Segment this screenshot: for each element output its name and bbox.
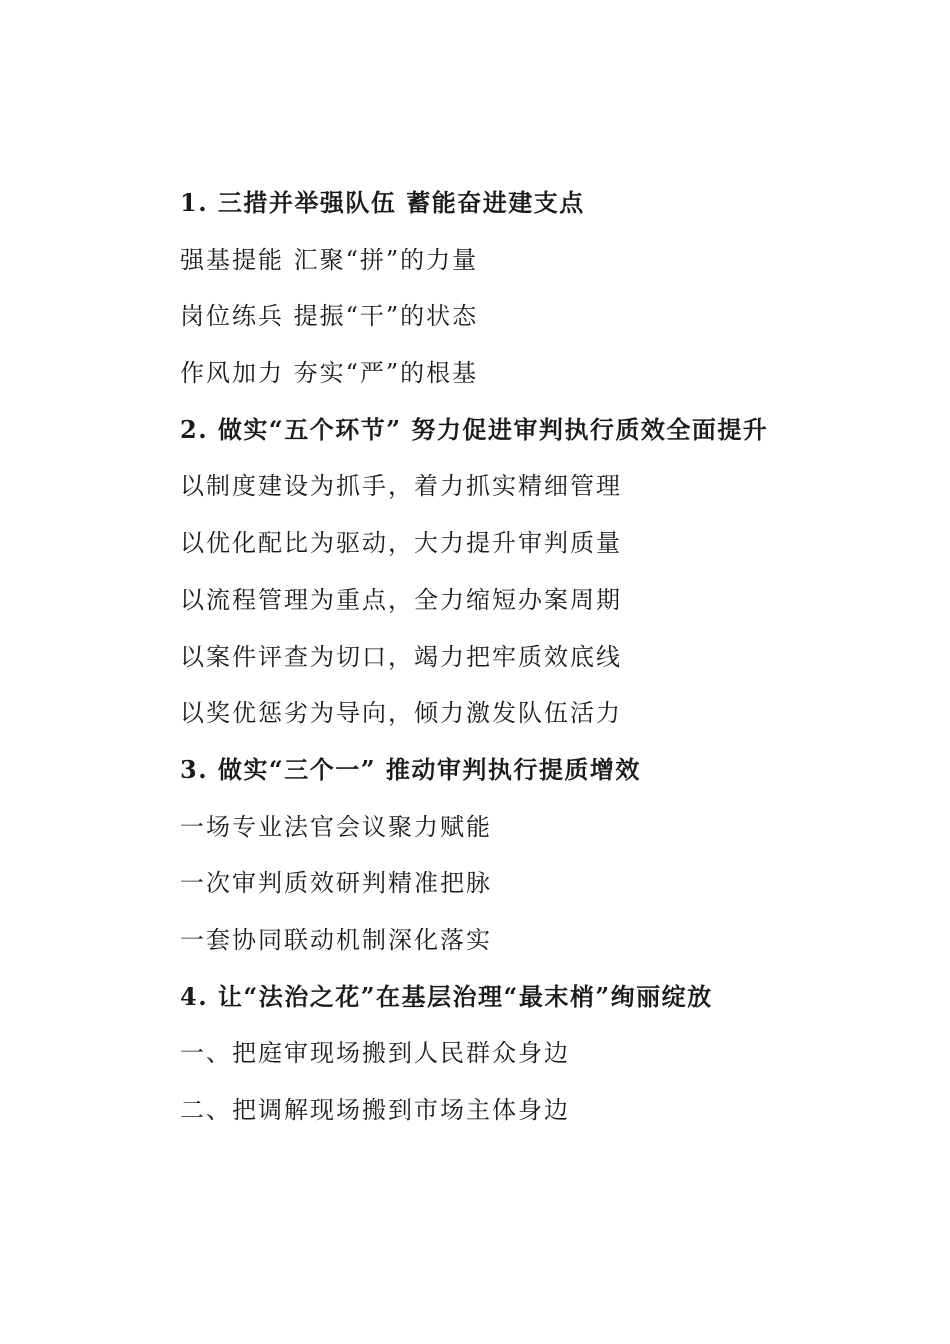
list-item: 以流程管理为重点，全力缩短办案周期 <box>180 585 622 614</box>
list-item: 岗位练兵 提振“干”的状态 <box>180 302 479 331</box>
list-item: 强基提能 汇聚“拼”的力量 <box>180 245 479 274</box>
list-item: 一套协同联动机制深化落实 <box>180 925 492 954</box>
section-heading: 1. 三措并举强队伍 蓄能奋进建支点 <box>180 188 585 217</box>
section-heading: 2. 做实“五个环节” 努力促进审判执行质效全面提升 <box>180 414 769 444</box>
list-item: 以奖优惩劣为导向，倾力激发队伍活力 <box>180 699 622 728</box>
list-item: 以案件评查为切口，竭力把牢质效底线 <box>180 642 622 671</box>
list-item: 以制度建设为抓手，着力抓实精细管理 <box>180 472 622 501</box>
document-body <box>180 178 880 1142</box>
list-item: 一场专业法官会议聚力赋能 <box>180 812 492 841</box>
list-item: 一、把庭审现场搬到人民群众身边 <box>180 1039 570 1068</box>
section-heading: 4. 让“法治之花”在基层治理“最末梢”绚丽绽放 <box>180 981 713 1011</box>
list-item: 作风加力 夯实“严”的根基 <box>180 359 479 388</box>
list-item: 二、把调解现场搬到市场主体身边 <box>180 1096 570 1124</box>
list-item: 一次审判质效研判精准把脉 <box>180 869 492 898</box>
list-item: 以优化配比为驱动，大力提升审判质量 <box>180 529 622 558</box>
section-heading: 3. 做实“三个一” 推动审判执行提质增效 <box>180 754 641 784</box>
